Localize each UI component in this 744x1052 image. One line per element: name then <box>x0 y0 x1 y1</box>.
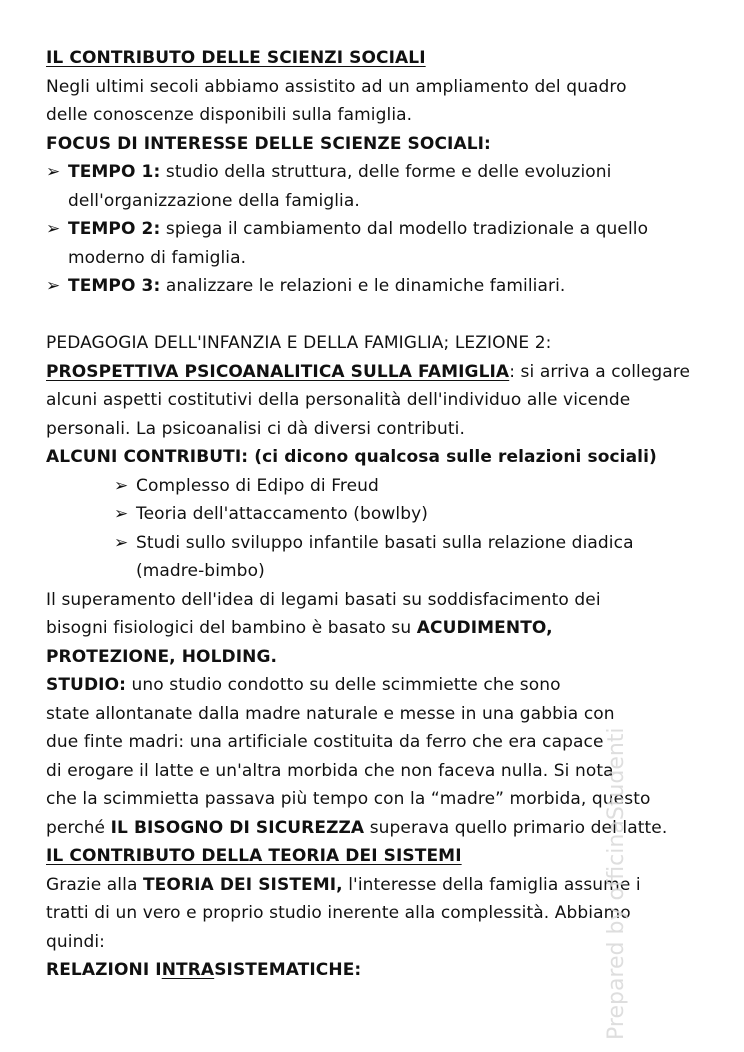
tempo-label: TEMPO 2: <box>68 219 161 239</box>
list-item-tempo-3 <box>46 272 706 301</box>
arrow-bullet-icon: ➢ <box>46 162 61 182</box>
paragraph-line: delle conoscenze disponibili sulla famiglia. <box>46 105 413 125</box>
paragraph-text: perché <box>46 817 111 838</box>
list-item-tempo-2 <box>46 215 706 244</box>
paragraph-line: due finte madri: una artificiale costituita da ferro che era capace <box>46 732 604 752</box>
study-label: STUDIO: <box>46 675 127 695</box>
paragraph-line: di erogare il latte e un'altra morbida che non faceva nulla. Si nota <box>46 760 614 781</box>
paragraph-text: : si arriva a collegare <box>509 361 691 382</box>
section-title-scienze-sociali: IL CONTRIBUTO DELLE SCIENZI SOCIALI <box>46 48 426 68</box>
paragraph-line: state allontanate dalla madre naturale e messe in una gabbia con <box>46 703 615 724</box>
emphasis-text: ACUDIMENTO, <box>416 618 553 638</box>
relations-heading <box>46 956 706 985</box>
list-item-tempo-1 <box>46 158 706 187</box>
list-item-continuation: (madre-bimbo) <box>136 561 265 581</box>
list-item-contribution <box>46 500 706 529</box>
emphasis-text: IL BISOGNO DI SICUREZZA <box>110 817 365 838</box>
relations-text: SISTEMATICHE: <box>214 960 362 980</box>
list-item-continuation: moderno di famiglia. <box>68 247 247 268</box>
tempo-label: TEMPO 3: <box>68 276 161 296</box>
arrow-bullet-icon: ➢ <box>46 219 61 239</box>
paragraph-line: Negli ultimi secoli abbiamo assistito ad un ampliamento del quadro <box>46 76 627 97</box>
paragraph-line: quindi: <box>46 931 106 952</box>
paragraph-text: superava quello primario del latte. <box>364 817 668 838</box>
psychoanalytic-paragraph-line <box>46 358 706 387</box>
paragraph-line <box>46 614 706 643</box>
paragraph-text: l'interesse della famiglia assume i <box>342 874 641 895</box>
contributions-heading: ALCUNI CONTRIBUTI: (ci dicono qualcosa sulle relazioni sociali) <box>46 447 657 467</box>
contribution-text: Complesso di Edipo di Freud <box>136 475 379 496</box>
list-item-contribution <box>46 529 706 558</box>
section-title-teoria-sistemi: IL CONTRIBUTO DELLA TEORIA DEI SISTEMI <box>46 846 462 866</box>
arrow-bullet-icon: ➢ <box>114 532 129 553</box>
watermark-text: Prepared by officinaStudenti <box>604 727 629 1040</box>
document-page <box>46 44 706 985</box>
paragraph-line: alcuni aspetti costitutivi della personalità dell'individuo alle vicende <box>46 390 631 410</box>
arrow-bullet-icon: ➢ <box>114 475 129 496</box>
emphasis-line: PROTEZIONE, HOLDING. <box>46 646 278 667</box>
paragraph-line: personali. La psicoanalisi ci dà diversi contributi. <box>46 418 465 439</box>
tempo-text: studio della struttura, delle forme e delle evoluzioni <box>160 162 612 182</box>
list-item-contribution <box>46 472 706 501</box>
paragraph-text: uno studio condotto su delle scimmiette che sono <box>126 675 561 695</box>
focus-heading: FOCUS DI INTERESSE DELLE SCIENZE SOCIALI: <box>46 133 491 154</box>
emphasis-text: TEORIA DEI SISTEMI, <box>142 874 343 895</box>
tempo-text: analizzare le relazioni e le dinamiche familiari. <box>160 276 566 296</box>
arrow-bullet-icon: ➢ <box>114 504 129 524</box>
paragraph-text: Grazie alla <box>46 874 143 895</box>
paragraph-line <box>46 871 706 900</box>
relations-underlined-text: NTRA <box>161 960 215 980</box>
paragraph-line: tratti di un vero e proprio studio inerente alla complessità. Abbiamo <box>46 903 631 923</box>
psychoanalytic-title: PROSPETTIVA PSICOANALITICA SULLA FAMIGLIA <box>46 361 510 382</box>
contribution-text: Studi sullo sviluppo infantile basati sulla relazione diadica <box>136 532 634 553</box>
paragraph-line <box>46 814 706 843</box>
tempo-text: spiega il cambiamento dal modello tradizionale a quello <box>160 219 649 239</box>
paragraph-line: Il superamento dell'idea di legami basati su soddisfacimento dei <box>46 589 601 610</box>
list-item-continuation: dell'organizzazione della famiglia. <box>68 190 360 211</box>
arrow-bullet-icon: ➢ <box>46 276 61 296</box>
contribution-text: Teoria dell'attaccamento (bowlby) <box>136 504 429 524</box>
study-paragraph-line <box>46 671 706 700</box>
paragraph-line: che la scimmietta passava più tempo con la “madre” morbida, questo <box>46 789 651 809</box>
lesson-header: PEDAGOGIA DELL'INFANZIA E DELLA FAMIGLIA; LEZIONE 2: <box>46 333 552 353</box>
tempo-label: TEMPO 1: <box>68 162 161 182</box>
paragraph-text: bisogni fisiologici del bambino è basato su <box>46 618 417 638</box>
blank-line <box>46 301 706 330</box>
relations-text: RELAZIONI I <box>46 960 162 980</box>
